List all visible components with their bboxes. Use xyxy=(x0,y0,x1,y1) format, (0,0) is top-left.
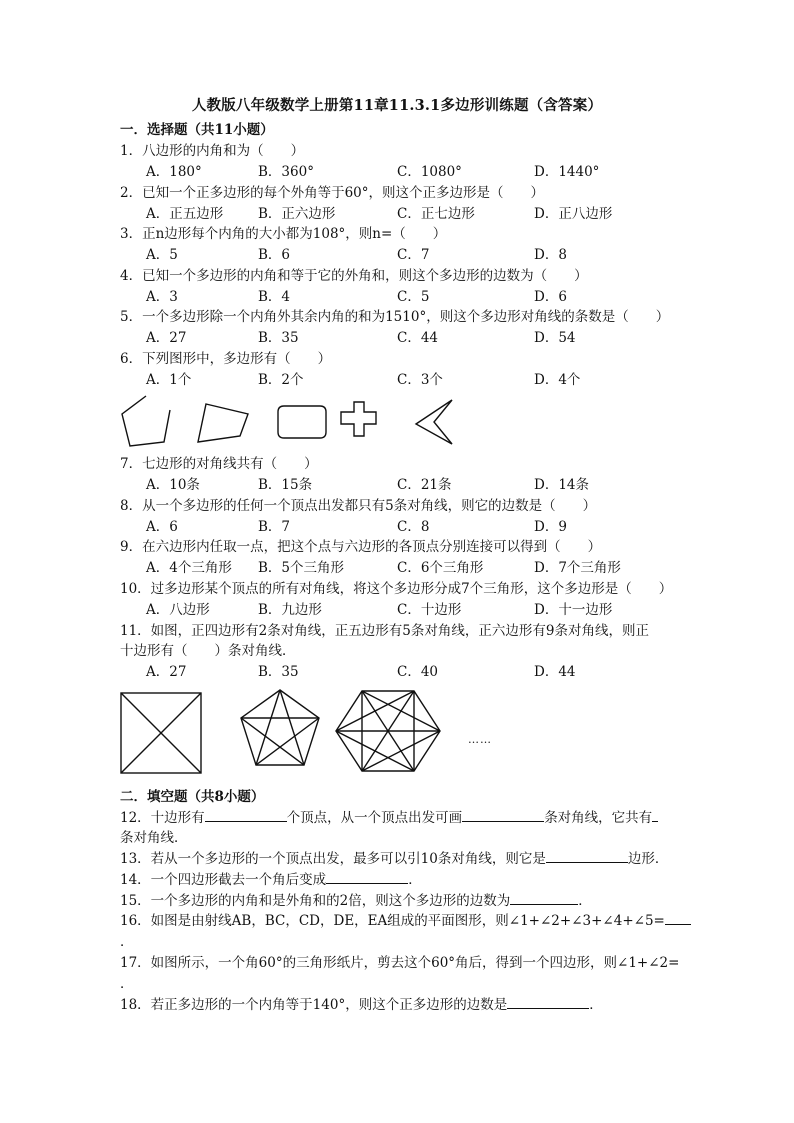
option-a: A．正五边形 xyxy=(146,206,224,222)
option-b: B．4 xyxy=(258,289,291,305)
question-7-options xyxy=(146,473,706,491)
option-d: D．54 xyxy=(534,330,576,346)
option-d: D．44 xyxy=(534,664,576,680)
question-6-options xyxy=(146,368,706,386)
question-5-options xyxy=(146,326,706,344)
option-d: D．6 xyxy=(534,289,567,305)
option-d: D．1440° xyxy=(534,164,600,180)
answer-blank[interactable] xyxy=(205,807,287,822)
option-a: A．27 xyxy=(146,664,187,680)
page-title: 人教版八年级数学上册第11章11.3.1多边形训练题（含答案） xyxy=(191,97,603,114)
question-14 xyxy=(120,868,422,888)
question-16 xyxy=(120,909,691,929)
figure-ellipsis: …… xyxy=(468,733,492,746)
option-c: C．8 xyxy=(397,519,430,535)
option-a: A．1个 xyxy=(146,372,192,388)
option-b: B．35 xyxy=(258,664,299,680)
square-with-diagonals xyxy=(121,693,201,773)
question-3-stem: 3．正n边形每个内角的大小都为108°，则n=（ ） xyxy=(120,226,447,242)
question-13-text-a: 13．若从一个多边形的一个顶点出发，最多可以引10条对角线，则它是 xyxy=(120,851,546,867)
question-15-text-a: 15．一个多边形的内角和是外角和的2倍，则这个多边形的边数为 xyxy=(120,893,511,909)
question-17-text-a: 17．如图所示，一个角60°的三角形纸片，剪去这个60°角后，得到一个四边形，则∠1+∠2= xyxy=(120,955,680,971)
option-b: B．5个三角形 xyxy=(258,560,345,576)
question-9-options xyxy=(146,556,706,574)
option-b: B．15条 xyxy=(258,477,313,493)
question-12-text-b: 个顶点，从一个顶点出发可画 xyxy=(286,810,463,826)
option-c: C．3个 xyxy=(397,372,443,388)
option-a: A．10条 xyxy=(146,477,200,493)
option-c: C．十边形 xyxy=(397,602,462,618)
option-a: A．4个三角形 xyxy=(146,560,232,576)
option-d: D．7个三角形 xyxy=(534,560,621,576)
question-9-stem: 9．在六边形内任取一点，把这个点与六边形的各顶点分别连接可以得到（ ） xyxy=(120,539,602,555)
question-12-text-c: 条对角线，它共有 xyxy=(544,810,653,826)
hexagon-with-diagonals xyxy=(336,691,440,771)
rounded-rectangle-shape xyxy=(278,406,326,438)
question-7-stem: 7．七边形的对角线共有（ ） xyxy=(120,456,318,472)
answer-blank[interactable] xyxy=(507,994,589,1009)
question-16-continued: ． xyxy=(120,934,134,950)
option-c: C．7 xyxy=(397,247,430,263)
question-11-options xyxy=(146,660,706,678)
question-13 xyxy=(120,847,668,867)
question-18 xyxy=(120,993,603,1013)
answer-blank[interactable] xyxy=(326,869,408,884)
answer-blank[interactable] xyxy=(652,807,658,822)
option-c: C．40 xyxy=(397,664,439,680)
option-a: A．5 xyxy=(146,247,178,263)
question-3-options xyxy=(146,243,706,261)
question-18-text-b: ． xyxy=(589,997,603,1013)
question-14-text-b: ． xyxy=(408,872,422,888)
question-1-options xyxy=(146,160,706,178)
answer-blank[interactable] xyxy=(462,807,544,822)
open-polyline-shape xyxy=(122,396,170,446)
question-1-stem: 1．八边形的内角和为（ ） xyxy=(120,143,305,159)
option-b: B．2个 xyxy=(258,372,304,388)
option-d: D．8 xyxy=(534,247,567,263)
question-12 xyxy=(120,806,658,826)
option-c: C．5 xyxy=(397,289,430,305)
option-d: D．9 xyxy=(534,519,567,535)
question-6-stem: 6．下列图形中，多边形有（ ） xyxy=(120,351,332,367)
option-c: C．正七边形 xyxy=(397,206,475,222)
question-16-text-a: 16．如图是由射线AB，BC，CD，DE，EA组成的平面图形，则∠1+∠2+∠3+∠4+∠5= xyxy=(120,913,665,929)
option-a: A．3 xyxy=(146,289,178,305)
pentagon-with-diagonals xyxy=(241,690,319,765)
option-a: A．6 xyxy=(146,519,178,535)
question-10-options xyxy=(146,598,706,616)
option-c: C．1080° xyxy=(397,164,462,180)
question-11-stem: 11．如图，正四边形有2条对角线，正五边形有5条对角线，正六边形有9条对角线，则正 xyxy=(120,623,649,639)
option-d: D．4个 xyxy=(534,372,581,388)
question-12-continued xyxy=(120,826,188,846)
question-4-options xyxy=(146,285,706,303)
question-8-options xyxy=(146,515,706,533)
question-2-stem: 2．已知一个正多边形的每个外角等于60°，则这个正多边形是（ ） xyxy=(120,185,545,201)
option-d: D．14条 xyxy=(534,477,590,493)
option-b: B．正六边形 xyxy=(258,206,336,222)
section-heading-choice: 一．选择题（共11小题） xyxy=(120,122,274,138)
question-10-stem: 10．过多边形某个顶点的所有对角线，将这个多边形分成7个三角形，这个多边形是（ ） xyxy=(120,581,673,597)
question-5-stem: 5．一个多边形除一个内角外其余内角的和为1510°，则这个多边形对角线的条数是（ ） xyxy=(120,309,670,325)
answer-blank[interactable] xyxy=(510,890,578,905)
question-12-text-d: 条对角线． xyxy=(120,830,188,846)
question-18-text-a: 18．若正多边形的一个内角等于140°，则这个正多边形的边数是 xyxy=(120,997,508,1013)
question-11-figure xyxy=(118,688,458,776)
option-a: A．180° xyxy=(146,164,202,180)
question-6-figure xyxy=(118,392,468,450)
question-15 xyxy=(120,889,592,909)
question-14-text-a: 14．一个四边形截去一个角后变成 xyxy=(120,872,327,888)
option-a: A．27 xyxy=(146,330,187,346)
option-d: D．正八边形 xyxy=(534,206,613,222)
answer-blank[interactable] xyxy=(546,848,628,863)
option-b: B．7 xyxy=(258,519,291,535)
question-8-stem: 8．从一个多边形的任何一个顶点出发都只有5条对角线，则它的边数是（ ） xyxy=(120,498,597,514)
option-d: D．十一边形 xyxy=(534,602,613,618)
cross-shape xyxy=(341,402,376,436)
option-b: B．35 xyxy=(258,330,299,346)
option-c: C．21条 xyxy=(397,477,452,493)
question-17-continued: ． xyxy=(120,976,134,992)
question-11-stem-continued: 十边形有（ ）条对角线． xyxy=(120,643,296,659)
question-2-options xyxy=(146,202,706,220)
option-c: C．6个三角形 xyxy=(397,560,484,576)
option-b: B．360° xyxy=(258,164,314,180)
arrowhead-shape xyxy=(416,400,452,444)
option-c: C．44 xyxy=(397,330,439,346)
section-heading-fill: 二．填空题（共8小题） xyxy=(120,789,265,805)
answer-blank[interactable] xyxy=(665,910,691,925)
question-13-text-b: 边形． xyxy=(627,851,669,867)
question-12-text-a: 12．十边形有 xyxy=(120,810,205,826)
question-17 xyxy=(120,951,679,971)
option-a: A．八边形 xyxy=(146,602,210,618)
question-15-text-b: ． xyxy=(578,893,592,909)
option-b: B．6 xyxy=(258,247,291,263)
option-b: B．九边形 xyxy=(258,602,322,618)
question-4-stem: 4．已知一个多边形的内角和等于它的外角和，则这个多边形的边数为（ ） xyxy=(120,268,588,284)
quadrilateral-shape xyxy=(198,404,248,442)
